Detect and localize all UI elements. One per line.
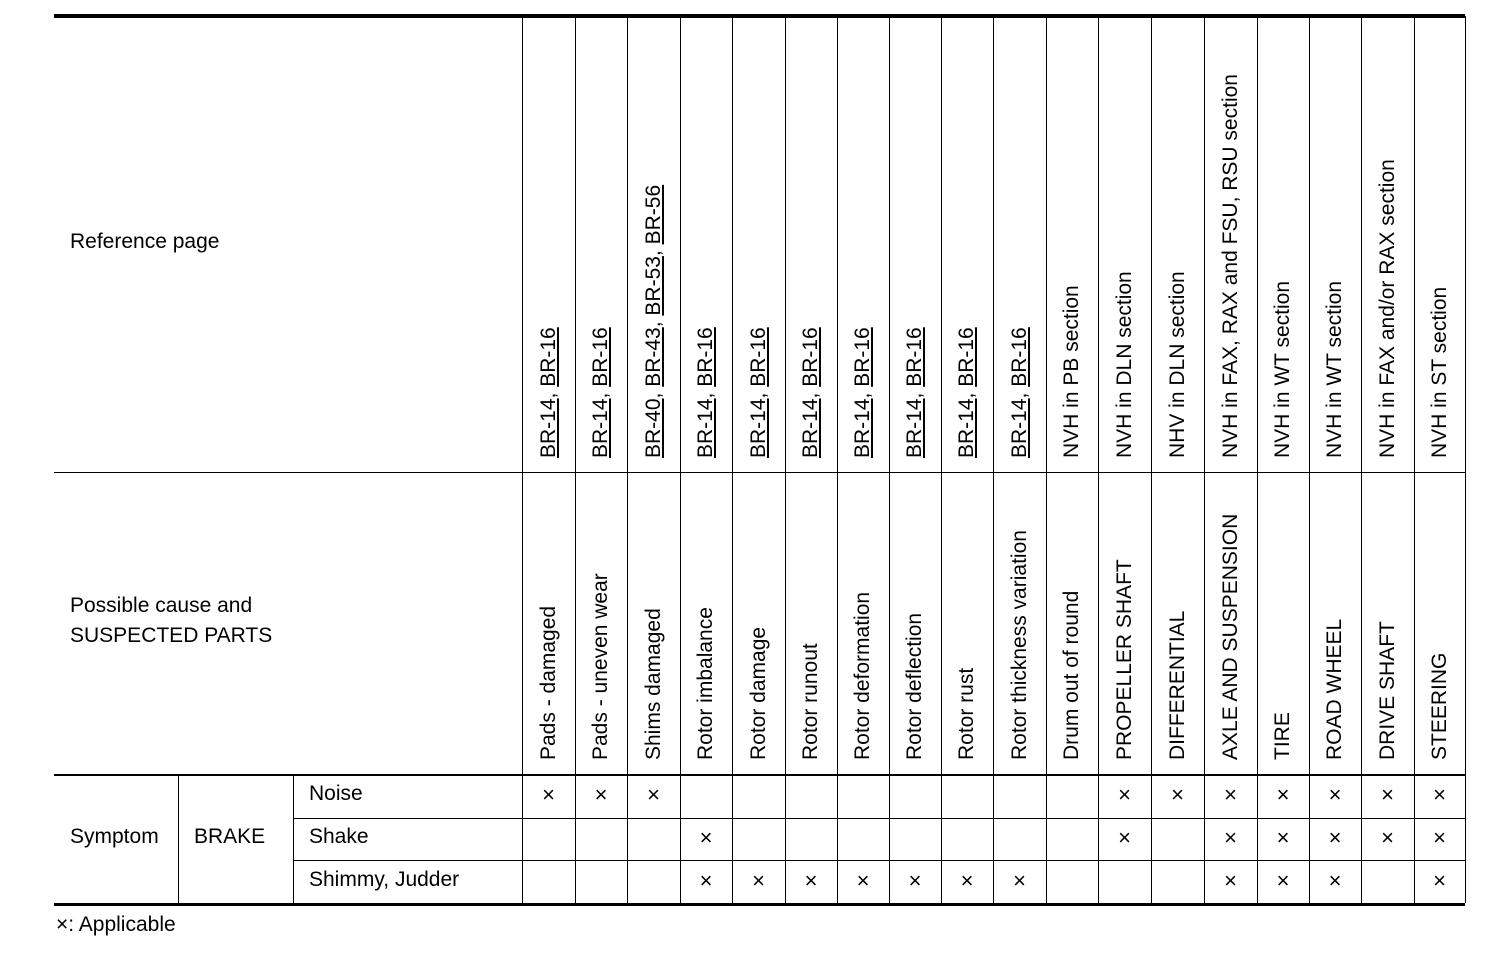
reference-cell — [746, 327, 770, 459]
reference-text — [1376, 159, 1400, 458]
symptom-row-name: Shimmy, Judder — [309, 867, 460, 891]
legend-applicable: ×: Applicable — [56, 913, 176, 936]
suspected-part-cell — [641, 608, 665, 761]
column-divider — [1361, 16, 1362, 903]
reference-label: NVH in WT section — [1271, 281, 1294, 458]
suspected-part-cell — [1218, 513, 1242, 761]
symptom-row-divider — [293, 818, 1465, 819]
reference-label: NHV in DLN section — [1165, 271, 1189, 458]
suspected-part-label: Pads - damaged — [536, 605, 560, 760]
reference-separator: , — [955, 386, 978, 399]
column-divider — [837, 16, 838, 903]
symptom-name-divider — [293, 774, 294, 903]
reference-cell — [1375, 159, 1399, 459]
column-divider — [1257, 16, 1258, 903]
reference-link[interactable]: BR-14 — [589, 398, 612, 458]
reference-cell — [1060, 285, 1083, 459]
suspected-part-label: Rotor thickness variation — [1007, 530, 1031, 760]
reference-link[interactable]: BR-16 — [1007, 327, 1031, 387]
reference-separator: , — [746, 386, 770, 399]
column-divider — [1309, 16, 1310, 903]
suspected-part-cell — [1427, 652, 1451, 761]
reference-text — [642, 185, 666, 458]
reference-text — [1113, 271, 1137, 458]
symptom-group-brake: BRAKE — [194, 825, 266, 848]
reference-link[interactable]: BR-16 — [694, 327, 717, 387]
parts-row-divider — [54, 774, 1465, 776]
suspected-part-label: PROPELLER SHAFT — [1112, 559, 1136, 760]
symptom-row-divider — [293, 860, 1465, 861]
applicable-mark: × — [1013, 867, 1026, 893]
reference-link[interactable]: BR-16 — [955, 327, 978, 387]
suspected-part-cell — [1060, 590, 1083, 761]
reference-text — [747, 327, 771, 458]
reference-cell — [1165, 271, 1189, 459]
reference-cell — [1218, 74, 1242, 459]
applicable-mark: × — [1276, 782, 1290, 807]
suspected-part-cell — [903, 612, 926, 761]
reference-cell — [694, 327, 717, 459]
reference-cell — [536, 327, 560, 459]
applicable-mark: × — [1328, 825, 1342, 850]
reference-text — [1428, 287, 1452, 458]
reference-separator: , — [1007, 386, 1031, 399]
reference-label: NVH in DLN section — [1112, 271, 1136, 458]
suspected-part-cell — [1007, 530, 1031, 761]
reference-text — [1060, 285, 1084, 458]
reference-cell — [641, 184, 665, 459]
column-divider — [785, 16, 786, 903]
column-divider — [1465, 16, 1466, 903]
reference-link[interactable]: BR-16 — [903, 327, 926, 387]
reference-link[interactable]: BR-53 — [641, 256, 665, 316]
column-divider — [732, 16, 733, 903]
column-divider — [1204, 16, 1205, 903]
column-divider — [993, 16, 994, 903]
applicable-mark: × — [752, 867, 765, 893]
symptom-group-divider — [178, 774, 179, 903]
reference-cell — [799, 327, 822, 459]
reference-link[interactable]: BR-16 — [746, 327, 770, 387]
applicable-mark: × — [1328, 782, 1342, 807]
applicable-mark: × — [542, 782, 555, 807]
applicable-mark: × — [594, 782, 608, 807]
suspected-part-label: Rotor deformation — [851, 591, 874, 760]
applicable-mark: × — [1224, 782, 1237, 807]
suspected-part-cell — [536, 605, 560, 761]
reference-cell — [1112, 271, 1136, 459]
reference-link[interactable]: BR-14 — [746, 398, 770, 458]
reference-separator: , — [903, 386, 926, 399]
reference-cell — [955, 327, 978, 459]
reference-separator: , — [536, 386, 560, 399]
applicable-mark: × — [1224, 825, 1237, 850]
applicable-mark: × — [1118, 825, 1131, 850]
column-divider — [575, 16, 576, 903]
reference-separator: , — [694, 386, 717, 399]
table-top-border — [54, 14, 1465, 18]
suspected-part-cell — [589, 573, 612, 761]
applicable-mark: × — [1433, 825, 1446, 850]
applicable-mark: × — [647, 782, 660, 807]
reference-cell — [1007, 327, 1031, 459]
possible-cause-label-line1: Possible cause and — [70, 594, 253, 617]
suspected-part-cell — [1375, 621, 1399, 761]
reference-cell — [1271, 281, 1294, 459]
suspected-part-label: STEERING — [1427, 652, 1451, 760]
reference-text — [589, 327, 613, 458]
applicable-mark: × — [1171, 782, 1184, 807]
suspected-part-cell — [1165, 610, 1189, 761]
reference-link[interactable]: BR-14 — [694, 398, 717, 458]
suspected-part-cell — [1271, 712, 1294, 761]
suspected-part-cell — [746, 626, 770, 761]
suspected-part-cell — [955, 667, 978, 761]
column-divider — [889, 16, 890, 903]
symptom-label: Symptom — [70, 825, 159, 848]
applicable-mark: × — [1433, 867, 1446, 893]
reference-separator: , — [641, 244, 665, 257]
ref-row-divider — [54, 472, 1465, 473]
reference-link[interactable]: BR-16 — [536, 327, 560, 387]
applicable-mark: × — [1118, 782, 1131, 807]
reference-label: NVH in FAX and/or RAX section — [1375, 159, 1399, 458]
suspected-part-cell — [1323, 618, 1346, 761]
applicable-mark: × — [1276, 825, 1290, 850]
reference-cell — [1427, 286, 1451, 459]
reference-text — [1323, 281, 1347, 458]
reference-link[interactable]: BR-40 — [641, 398, 665, 458]
applicable-mark: × — [804, 867, 818, 893]
applicable-mark: × — [908, 867, 922, 893]
reference-separator: , — [641, 315, 665, 328]
suspected-part-label: Rotor rust — [955, 667, 978, 760]
applicable-mark: × — [1381, 825, 1394, 850]
reference-text — [1008, 327, 1032, 458]
reference-text — [955, 327, 979, 458]
column-divider — [1046, 16, 1047, 903]
reference-link[interactable]: BR-43 — [641, 327, 665, 387]
reference-separator: , — [589, 386, 612, 399]
applicable-mark: × — [856, 867, 870, 893]
column-divider — [1098, 16, 1099, 903]
reference-separator: , — [851, 386, 874, 399]
suspected-part-label: Pads - uneven wear — [589, 573, 612, 760]
suspected-part-label: DIFFERENTIAL — [1165, 610, 1189, 760]
suspected-part-label: Rotor damage — [746, 626, 770, 760]
reference-link[interactable]: BR-14 — [799, 398, 822, 458]
reference-text — [537, 327, 561, 458]
reference-text — [851, 327, 875, 458]
column-divider — [941, 16, 942, 903]
suspected-part-label: ROAD WHEEL — [1323, 618, 1346, 760]
column-divider — [1151, 16, 1152, 903]
applicable-mark: × — [1433, 782, 1446, 807]
reference-label: NVH in FAX, RAX and FSU, RSU section — [1218, 74, 1242, 458]
suspected-part-label: AXLE AND SUSPENSION — [1218, 513, 1242, 760]
reference-text — [1271, 281, 1295, 458]
reference-link[interactable]: BR-16 — [851, 327, 874, 387]
suspected-part-cell — [799, 643, 822, 761]
suspected-part-cell — [694, 607, 717, 761]
reference-cell — [589, 327, 612, 459]
reference-label: NVH in ST section — [1427, 286, 1451, 458]
reference-text — [1219, 74, 1243, 458]
reference-link[interactable]: BR-56 — [641, 184, 665, 245]
reference-text — [1166, 271, 1190, 458]
applicable-mark: × — [699, 825, 713, 850]
reference-cell — [851, 327, 874, 459]
reference-separator: , — [641, 386, 665, 399]
suspected-part-label: DRIVE SHAFT — [1375, 621, 1399, 760]
applicable-mark: × — [699, 867, 713, 893]
reference-label: NVH in WT section — [1323, 281, 1346, 458]
suspected-part-label: Rotor deflection — [903, 612, 926, 760]
reference-link[interactable]: BR-14 — [851, 398, 874, 458]
possible-cause-label-line2: SUSPECTED PARTS — [70, 624, 273, 647]
reference-link[interactable]: BR-16 — [589, 327, 612, 387]
reference-link[interactable]: BR-16 — [799, 327, 822, 387]
column-divider — [627, 16, 628, 903]
reference-link[interactable]: BR-14 — [536, 398, 560, 458]
suspected-part-label: TIRE — [1271, 712, 1294, 760]
column-divider — [1414, 16, 1415, 903]
reference-label: NVH in PB section — [1060, 285, 1083, 458]
applicable-mark: × — [960, 867, 974, 893]
applicable-mark: × — [1224, 867, 1237, 893]
applicable-mark: × — [1276, 867, 1290, 893]
applicable-mark: × — [1381, 782, 1394, 807]
reference-cell — [903, 327, 926, 459]
suspected-part-label: Rotor imbalance — [694, 607, 717, 760]
suspected-part-cell — [851, 591, 874, 761]
reference-link[interactable]: BR-14 — [955, 398, 978, 458]
column-divider — [522, 16, 523, 903]
reference-page-label: Reference page — [70, 230, 220, 253]
table-bottom-border — [54, 903, 1465, 906]
reference-separator: , — [799, 386, 822, 399]
suspected-part-label: Rotor runout — [799, 643, 822, 760]
applicable-mark: × — [1328, 867, 1342, 893]
reference-text — [694, 327, 718, 458]
symptom-row-name: Shake — [309, 825, 369, 848]
suspected-part-cell — [1112, 559, 1136, 761]
symptom-row-name: Noise — [309, 782, 363, 805]
reference-text — [903, 327, 927, 458]
column-divider — [680, 16, 681, 903]
reference-link[interactable]: BR-14 — [903, 398, 926, 458]
suspected-part-label: Shims damaged — [641, 608, 665, 760]
reference-cell — [1323, 281, 1346, 459]
reference-link[interactable]: BR-14 — [1007, 398, 1031, 458]
suspected-part-label: Drum out of round — [1060, 590, 1083, 760]
reference-text — [799, 327, 823, 458]
